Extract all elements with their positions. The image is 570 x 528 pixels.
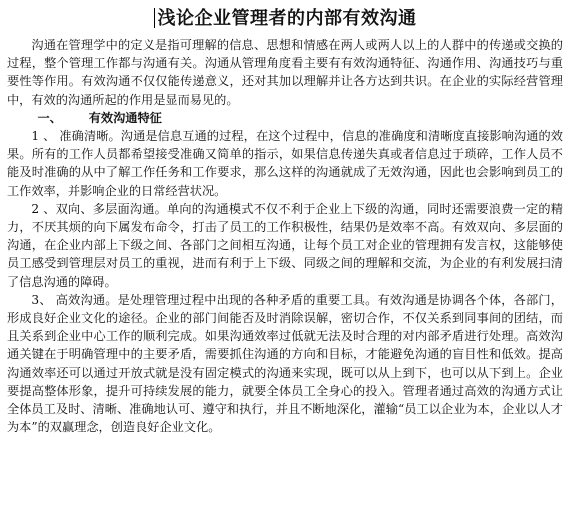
point-paragraph-3[interactable]: 3、 高效沟通。是处理管理过程中出现的各种矛盾的重要工具。有效沟通是协调各个体，各部门，形成良好企业文化的途径。企业的部门间能否及时消除误解，密切合作，不仅关系到同事间的团结，而且关系到企业中心工作的顺利完成。如果沟通效率过低就无法及时合理的对内部矛盾进行处理。高效沟通关键在于明确管理中的主要矛盾，需要抓住沟通的方向和目标，才能避免沟通的盲目性和低效。提高沟通效率还可以通过开放式就是没有固定模式的沟通来实现，既可以从上到下，也可以从下到上。企业要提高整体形象，提升可持续发展的能力，就要全体员工全身心的投入。管理者通过高效的沟通方式让全体员工及时、清晰、准确地认可、遵守和执行，并且不断地深化，灌输“员工以企业为本，企业以人才为本”的双赢理念，创造良好企业文化。 [7,292,563,435]
intro-paragraph[interactable]: 沟通在管理学中的定义是指可理解的信息、思想和情感在两人或两人以上的人群中的传递或交换的过程，整个管理工作都与沟通有关。沟通从管理角度看主要有有效沟通特征、沟通作用、沟通技巧与重要性等作用。有效沟通不仅仅能传递意义，还对其加以理解并让各方达到共识。在企业的实际经营管理中，有效的沟通所起的作用是显而易见的。 [7,38,563,107]
section-number: 一、 [37,110,62,125]
text-cursor [154,8,155,28]
section-heading[interactable] [7,109,563,127]
point-paragraph-1[interactable]: 1 、 准确清晰。沟通是信息互通的过程，在这个过程中，信息的准确度和清晰度直接影响沟通的效果。所有的工作人员都希望接受准确又简单的指示，如果信息传递失真或者信息过于琐碎，工作人员不能及时准确的从中了解工作任务和工作要求，那么这样的沟通就成了无效沟通，因此也会影响到员工的工作效率，并影响企业的日常经营状况。 [7,129,563,198]
point-paragraph-2[interactable]: 2 、双向、多层面沟通。单向的沟通模式不仅不利于企业上下级的沟通，同时还需要浪费一定的精力，不厌其烦的向下属发布命令，打击了员工的工作积极性，结果仍是效率不高。有效双向、多层面的沟通，在企业内部上下级之间、各部门之间相互沟通，让每个员工对企业的管理拥有发言权，这能够使员工感受到管理层对员工的重视，进而有利于上下级、同级之间的理解和交流，为企业的有利发展扫清了信息沟通的障碍。 [7,201,563,289]
document-title[interactable]: 浅论企业管理者的内部有效沟通 [157,8,417,29]
section-title: 有效沟通特征 [88,110,162,125]
title-row [7,6,563,32]
